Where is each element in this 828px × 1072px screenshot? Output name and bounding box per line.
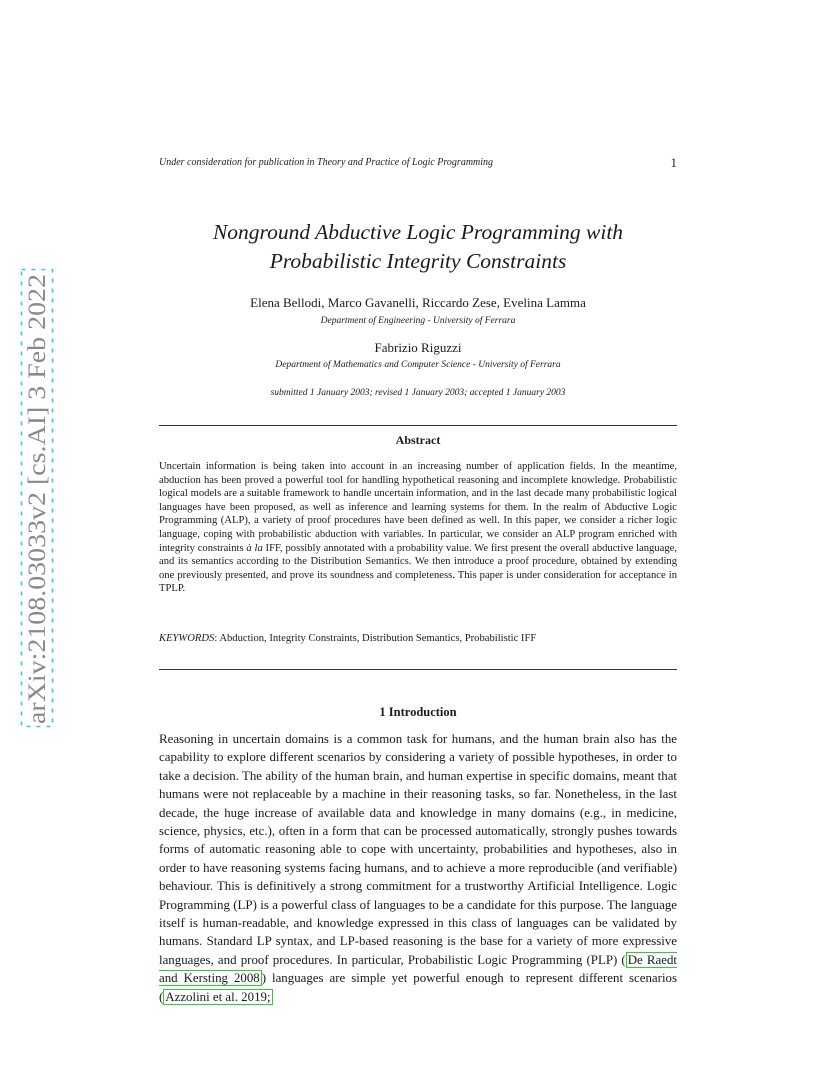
keywords — [159, 633, 677, 644]
abstract-top-rule — [159, 425, 677, 426]
abstract-text-italic: à la — [246, 542, 263, 554]
intro-text-mid: ) languages are simple yet powerful enough to represent different scenarios ( — [159, 971, 677, 1004]
arxiv-stamp — [20, 268, 54, 728]
abstract-text-part-1: Uncertain information is being taken into account in an increasing number of application fields. In the meantime, abduction has been proved a powerful tool for handling hypothetical reasoning and incomplete knowledge. Probabilistic logical models are a suitable framework to handle uncertain information, and in the last decade many probabilistic logical languages have been proposed, as well as inference and learning systems for them. In the realm of Abductive Logic Programming (ALP), a variety of proof procedures have been defined as well. In this paper, we consider a richer logic language, coping with probabilistic abduction with variables. In particular, we consider an ALP program enriched with integrity constraints — [159, 461, 677, 554]
running-header: Under consideration for publication in Theory and Practice of Logic Programming — [159, 157, 494, 168]
abstract-text-part-2: IFF, possibly annotated with a probability value. We first present the overall abductive language, and its semantics according to the Distribution Semantics. We then introduce a proof procedure, obtained by extending one previously presented, and prove its soundness and completeness. This paper is under consideration for acceptance in TPLP. — [159, 542, 677, 595]
submission-dates: submitted 1 January 2003; revised 1 January 2003; accepted 1 January 2003 — [270, 388, 566, 398]
title-line-2: Probabilistic Integrity Constraints — [269, 249, 567, 273]
citation-link-de-raedt[interactable]: De Raedt and Kersting 2008 — [159, 952, 677, 986]
abstract-bottom-rule — [159, 669, 677, 670]
paper-title — [159, 218, 677, 276]
citation-link-azzolini[interactable]: Azzolini et al. 2019; — [165, 989, 271, 1004]
page-number: 1 — [670, 155, 677, 170]
title-line-1: Nonground Abductive Logic Programming with — [212, 220, 624, 244]
abstract-heading: Abstract — [395, 433, 441, 447]
keywords-label: KEYWORDS — [159, 633, 215, 644]
keywords-list: : Abduction, Integrity Constraints, Distribution Semantics, Probabilistic IFF — [214, 633, 537, 644]
author-list-1: Elena Bellodi, Marco Gavanelli, Riccardo Zese, Evelina Lamma — [250, 295, 586, 310]
section-heading-introduction: 1 Introduction — [379, 705, 457, 719]
affiliation-2: Department of Mathematics and Computer Science - University of Ferrara — [275, 360, 561, 370]
introduction-text — [159, 730, 677, 1006]
intro-text-main: Reasoning in uncertain domains is a common task for humans, and the human brain also has the capability to explore different scenarios by considering a variety of possible hypotheses, in order to take a decision. The ability of the human brain, and human expertise in specific domains, meant that humans were not replaceable by a machine in their reasoning tasks, so far. Nonetheless, in the last decade, the huge increase of available data and knowledge in many domains (e.g., in medicine, science, physics, etc.), often in a form that can be processed automatically, strongly pushes towards forms of automatic reasoning able to cope with uncertainty, probabilities and hypotheses, also in order to have reasoning systems facing humans, and to achieve a more reproducible (and verifiable) behaviour. This is definitively a strong commitment for a trustworthy Artificial Intelligence. Logic Programming (LP) is a powerful class of languages to be a candidate for this purpose. The language itself is human-readable, and knowledge expressed in this class of languages can be validated by humans. Standard LP syntax, and LP-based reasoning is the base for a variety of more expressive languages, and proof procedures. In particular, Probabilistic Logic Programming (PLP) ( — [159, 732, 677, 967]
author-list-2: Fabrizio Riguzzi — [374, 340, 462, 355]
abstract-text — [159, 460, 677, 596]
arxiv-identifier: arXiv:2108.03033v2 [cs.AI] 3 Feb 2022 — [22, 313, 51, 724]
affiliation-1: Department of Engineering - University of Ferrara — [320, 316, 516, 326]
